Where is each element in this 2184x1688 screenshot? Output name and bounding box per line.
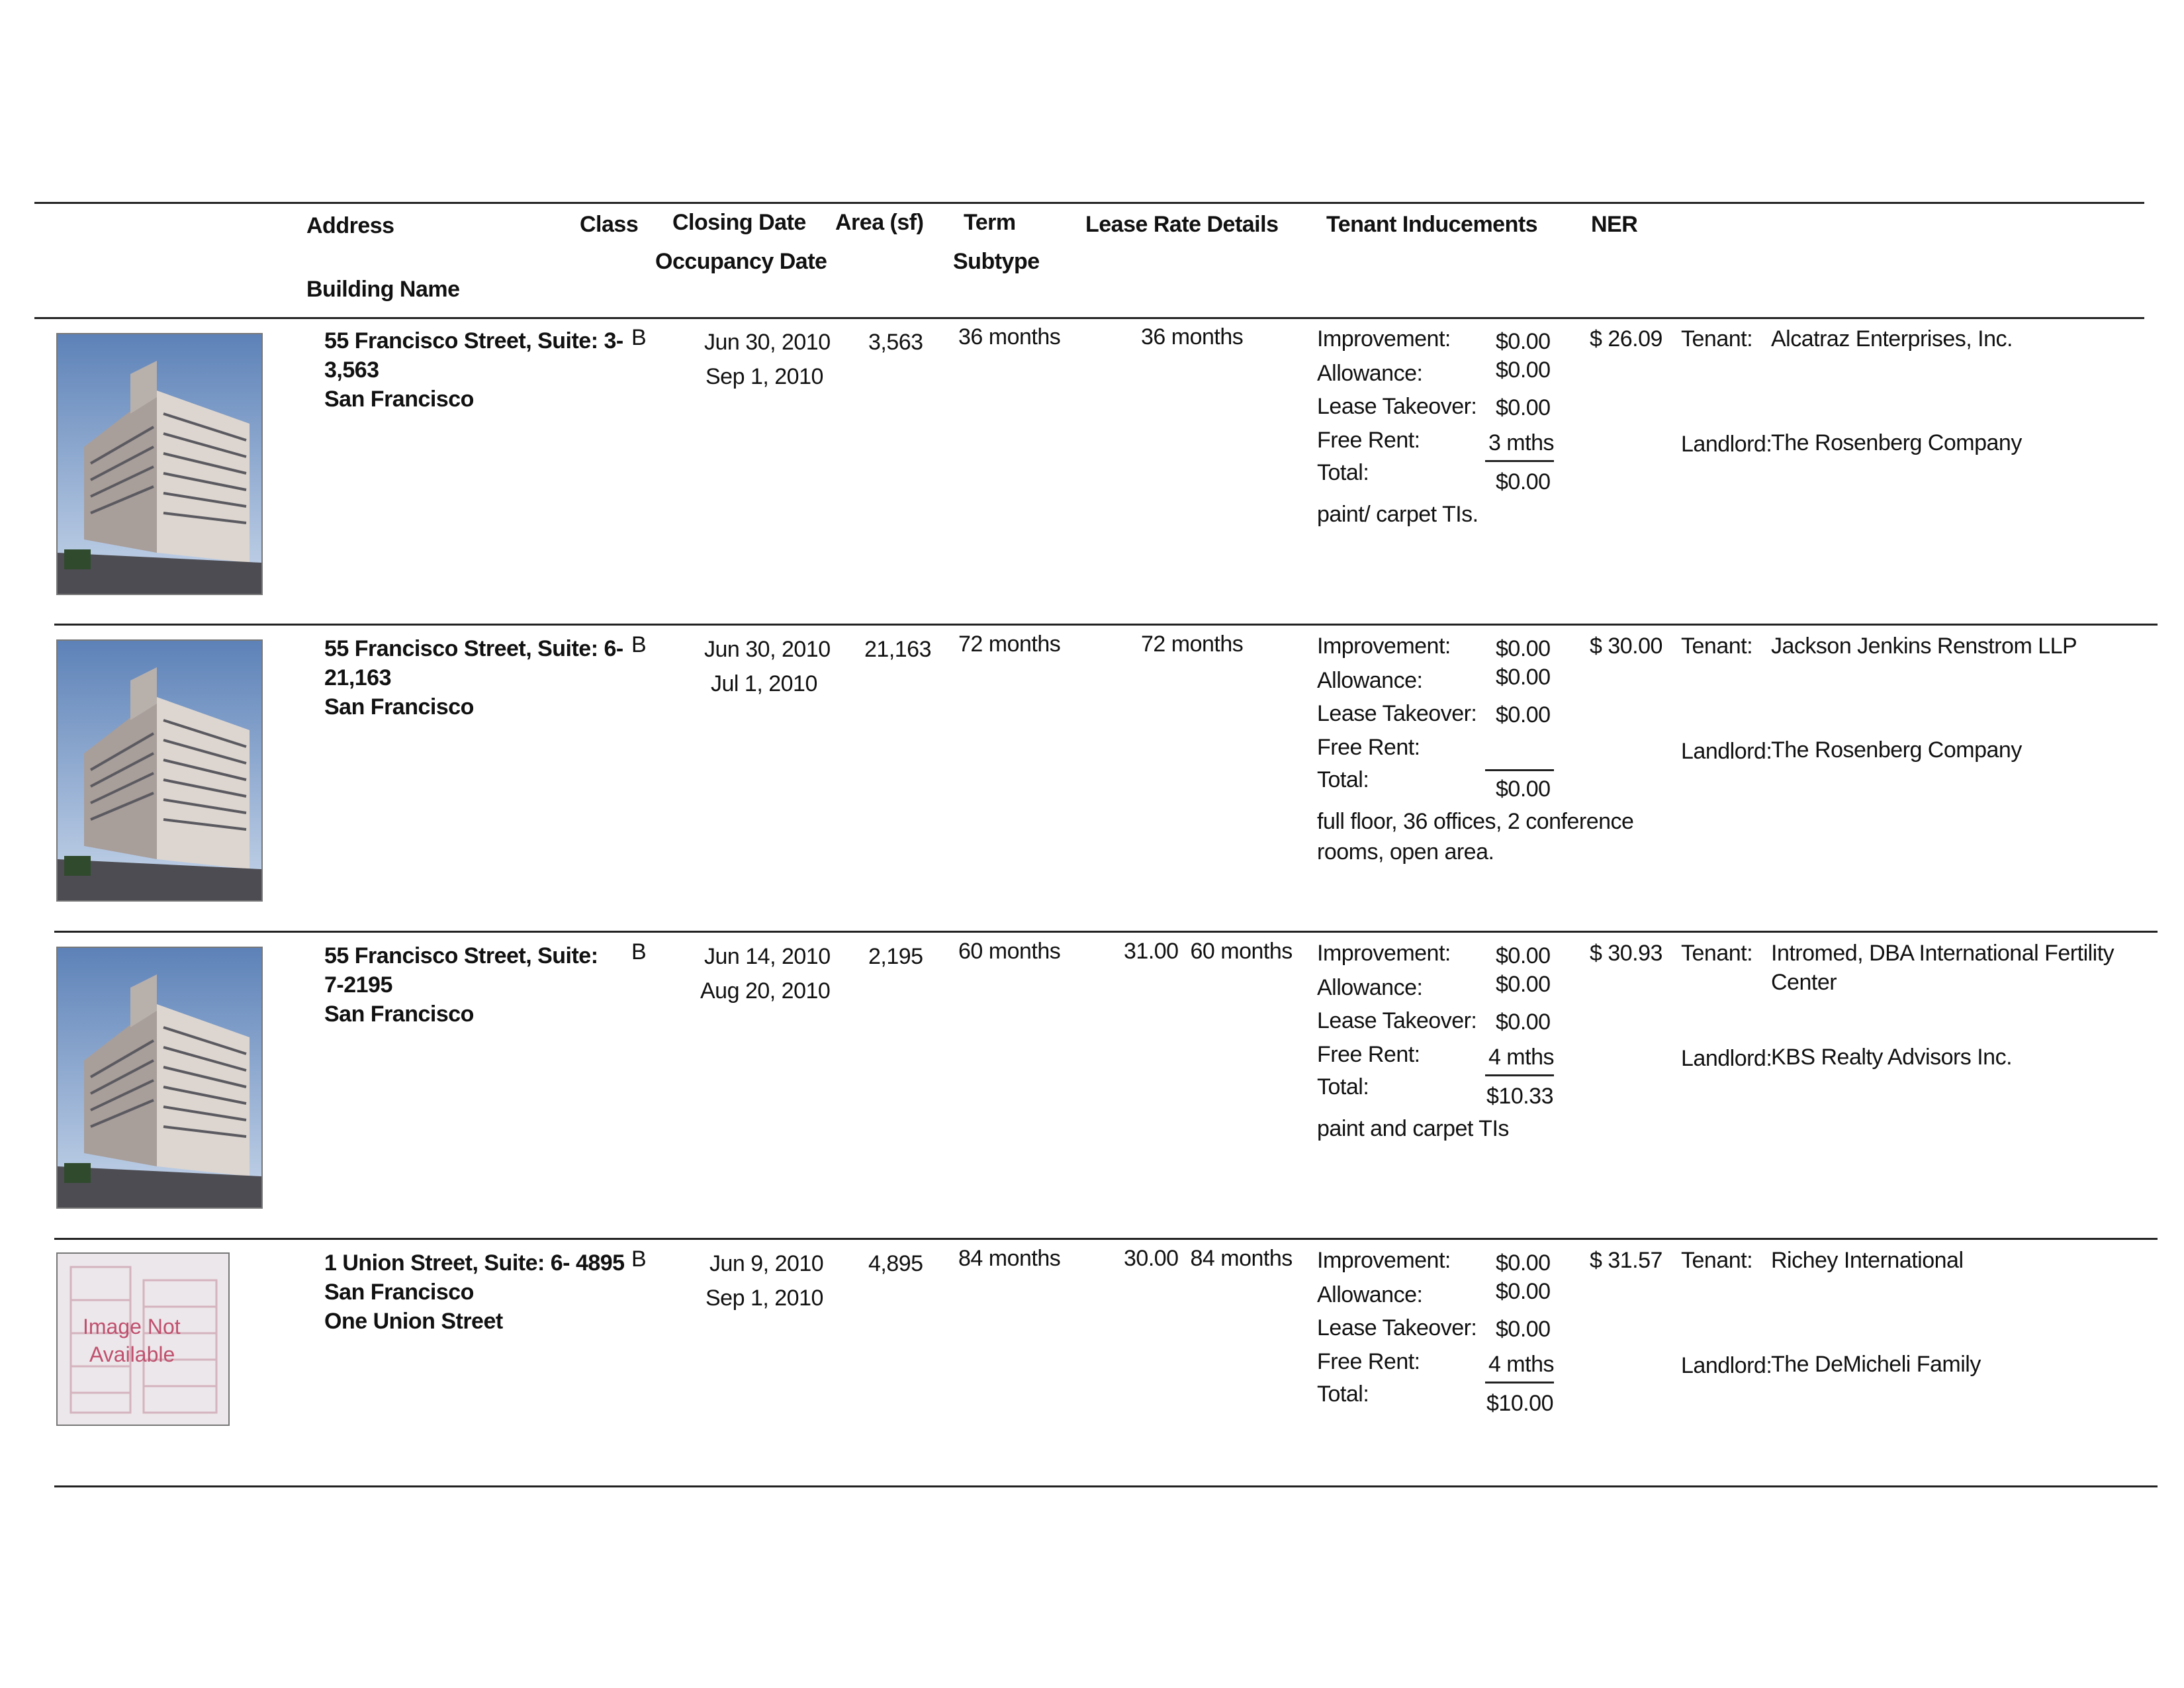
inducement-note: rooms, open area.: [1317, 839, 1494, 865]
class-value: B: [631, 1246, 647, 1272]
total-value: $10.33: [1486, 1084, 1553, 1109]
improvement-label: Improvement:: [1317, 326, 1451, 352]
address-line: 7-2195: [324, 972, 392, 998]
landlord-label: Landlord:: [1681, 432, 1772, 457]
improvement-value: $0.00: [1496, 636, 1551, 661]
image-not-available-text: Image Not: [83, 1315, 181, 1338]
closing-date: Jun 30, 2010: [704, 330, 831, 355]
area-value: 2,195: [868, 944, 923, 969]
term-value: 60 months: [958, 939, 1061, 964]
city: San Francisco: [324, 694, 474, 720]
lease-takeover-value: $0.00: [1496, 702, 1551, 727]
closing-date: Jun 14, 2010: [704, 944, 831, 969]
header-tenant-inducements: Tenant Inducements: [1326, 212, 1538, 237]
allowance-label: Allowance:: [1317, 1282, 1423, 1307]
landlord-label: Landlord:: [1681, 1353, 1772, 1378]
lease-takeover-label: Lease Takeover:: [1317, 701, 1477, 726]
row-divider: [54, 624, 2158, 626]
header-top-rule: [34, 202, 2144, 204]
inducement-note: paint/ carpet TIs.: [1317, 502, 1479, 527]
free-rent-value: 4 mths: [1485, 1045, 1554, 1076]
occupancy-date: Sep 1, 2010: [705, 1286, 823, 1311]
inducement-note: full floor, 36 offices, 2 conference: [1317, 809, 1634, 834]
lease-rate-value: 31.00 60 months: [1124, 939, 1293, 964]
allowance-label: Allowance:: [1317, 975, 1423, 1000]
header-area: Area (sf): [835, 210, 924, 235]
tenant-label: Tenant:: [1681, 326, 1753, 352]
tenant-label: Tenant:: [1681, 941, 1753, 966]
term-value: 84 months: [958, 1246, 1061, 1271]
improvement-label: Improvement:: [1317, 633, 1451, 659]
total-value: $0.00: [1496, 469, 1551, 494]
address-line: 55 Francisco Street, Suite: 6-: [324, 636, 623, 661]
inducement-note: paint and carpet TIs: [1317, 1116, 1509, 1141]
total-label: Total:: [1317, 460, 1369, 485]
total-label: Total:: [1317, 767, 1369, 792]
address-line: 21,163: [324, 665, 391, 690]
term-value: 36 months: [958, 324, 1061, 350]
header-building-name: Building Name: [306, 277, 460, 302]
allowance-value: $0.00: [1496, 1279, 1551, 1304]
free-rent-label: Free Rent:: [1317, 428, 1420, 453]
free-rent-label: Free Rent:: [1317, 735, 1420, 760]
improvement-value: $0.00: [1496, 943, 1551, 968]
occupancy-date: Jul 1, 2010: [711, 671, 817, 696]
free-rent-value: 3 mths: [1485, 430, 1554, 462]
tenant-label: Tenant:: [1681, 633, 1753, 659]
tenant-name: Intromed, DBA International Fertility: [1771, 941, 2115, 966]
building-name: One Union Street: [324, 1309, 503, 1334]
address-line: 55 Francisco Street, Suite:: [324, 943, 598, 968]
tenant-name-continued: Center: [1771, 970, 1837, 995]
term-value: 72 months: [958, 632, 1061, 657]
address-line: 3,563: [324, 357, 379, 383]
tenant-name: Alcatraz Enterprises, Inc.: [1771, 326, 2013, 352]
class-value: B: [631, 325, 647, 350]
building-photo: [56, 333, 263, 595]
total-value: $10.00: [1486, 1391, 1553, 1416]
lease-takeover-value: $0.00: [1496, 1317, 1551, 1342]
lease-rate-value: 72 months: [1141, 632, 1244, 657]
city: San Francisco: [324, 1280, 474, 1305]
table-bottom-rule: [54, 1485, 2158, 1487]
lease-takeover-label: Lease Takeover:: [1317, 394, 1477, 419]
image-not-available-placeholder: [56, 1252, 230, 1426]
row-divider: [54, 931, 2158, 933]
tenant-name: Jackson Jenkins Renstrom LLP: [1771, 633, 2077, 659]
area-value: 3,563: [868, 330, 923, 355]
ner-value: $ 30.93: [1590, 941, 1662, 966]
header-address: Address: [306, 213, 394, 238]
free-rent-value: 4 mths: [1485, 1352, 1554, 1383]
ner-value: $ 31.57: [1590, 1248, 1662, 1273]
landlord-label: Landlord:: [1681, 1046, 1772, 1071]
lease-rate-value: 36 months: [1141, 324, 1244, 350]
row-divider: [54, 1238, 2158, 1240]
landlord-name: The DeMicheli Family: [1771, 1352, 1981, 1377]
total-label: Total:: [1317, 1382, 1369, 1407]
header-term: Term: [964, 210, 1016, 235]
lease-takeover-value: $0.00: [1496, 395, 1551, 420]
allowance-value: $0.00: [1496, 972, 1551, 997]
ner-value: $ 30.00: [1590, 633, 1662, 659]
city: San Francisco: [324, 1002, 474, 1027]
city: San Francisco: [324, 387, 474, 412]
header-lease-rate-details: Lease Rate Details: [1085, 212, 1279, 237]
header-subtype: Subtype: [953, 249, 1040, 274]
closing-date: Jun 30, 2010: [704, 637, 831, 662]
building-photo: [56, 947, 263, 1209]
header-ner: NER: [1591, 212, 1638, 237]
header-bottom-rule: [34, 317, 2144, 319]
improvement-value: $0.00: [1496, 1250, 1551, 1276]
lease-rate-value: 30.00 84 months: [1124, 1246, 1293, 1271]
image-not-available-text: Available: [89, 1342, 175, 1366]
class-value: B: [631, 939, 647, 964]
allowance-value: $0.00: [1496, 665, 1551, 690]
free-rent-label: Free Rent:: [1317, 1042, 1420, 1067]
improvement-label: Improvement:: [1317, 941, 1451, 966]
header-closing-date: Closing Date: [672, 210, 806, 235]
free-rent-label: Free Rent:: [1317, 1349, 1420, 1374]
total-label: Total:: [1317, 1074, 1369, 1100]
lease-takeover-label: Lease Takeover:: [1317, 1315, 1477, 1340]
area-value: 21,163: [864, 637, 931, 662]
area-value: 4,895: [868, 1251, 923, 1276]
landlord-name: The Rosenberg Company: [1771, 430, 2022, 455]
improvement-label: Improvement:: [1317, 1248, 1451, 1273]
total-value: $0.00: [1496, 776, 1551, 802]
improvement-value: $0.00: [1496, 329, 1551, 354]
lease-takeover-value: $0.00: [1496, 1009, 1551, 1035]
tenant-label: Tenant:: [1681, 1248, 1753, 1273]
occupancy-date: Sep 1, 2010: [705, 364, 823, 389]
tenant-name: Richey International: [1771, 1248, 1964, 1273]
allowance-label: Allowance:: [1317, 361, 1423, 386]
landlord-name: The Rosenberg Company: [1771, 737, 2022, 763]
allowance-label: Allowance:: [1317, 668, 1423, 693]
landlord-name: KBS Realty Advisors Inc.: [1771, 1045, 2013, 1070]
building-photo: [56, 639, 263, 902]
landlord-label: Landlord:: [1681, 739, 1772, 764]
closing-date: Jun 9, 2010: [709, 1251, 824, 1276]
occupancy-date: Aug 20, 2010: [700, 978, 831, 1004]
allowance-value: $0.00: [1496, 357, 1551, 383]
address-line: 1 Union Street, Suite: 6- 4895: [324, 1250, 625, 1276]
header-class: Class: [580, 212, 639, 237]
address-line: 55 Francisco Street, Suite: 3-: [324, 328, 623, 353]
header-occupancy-date: Occupancy Date: [655, 249, 827, 274]
class-value: B: [631, 632, 647, 657]
lease-takeover-label: Lease Takeover:: [1317, 1008, 1477, 1033]
free-rent-value: [1485, 737, 1554, 771]
ner-value: $ 26.09: [1590, 326, 1662, 352]
